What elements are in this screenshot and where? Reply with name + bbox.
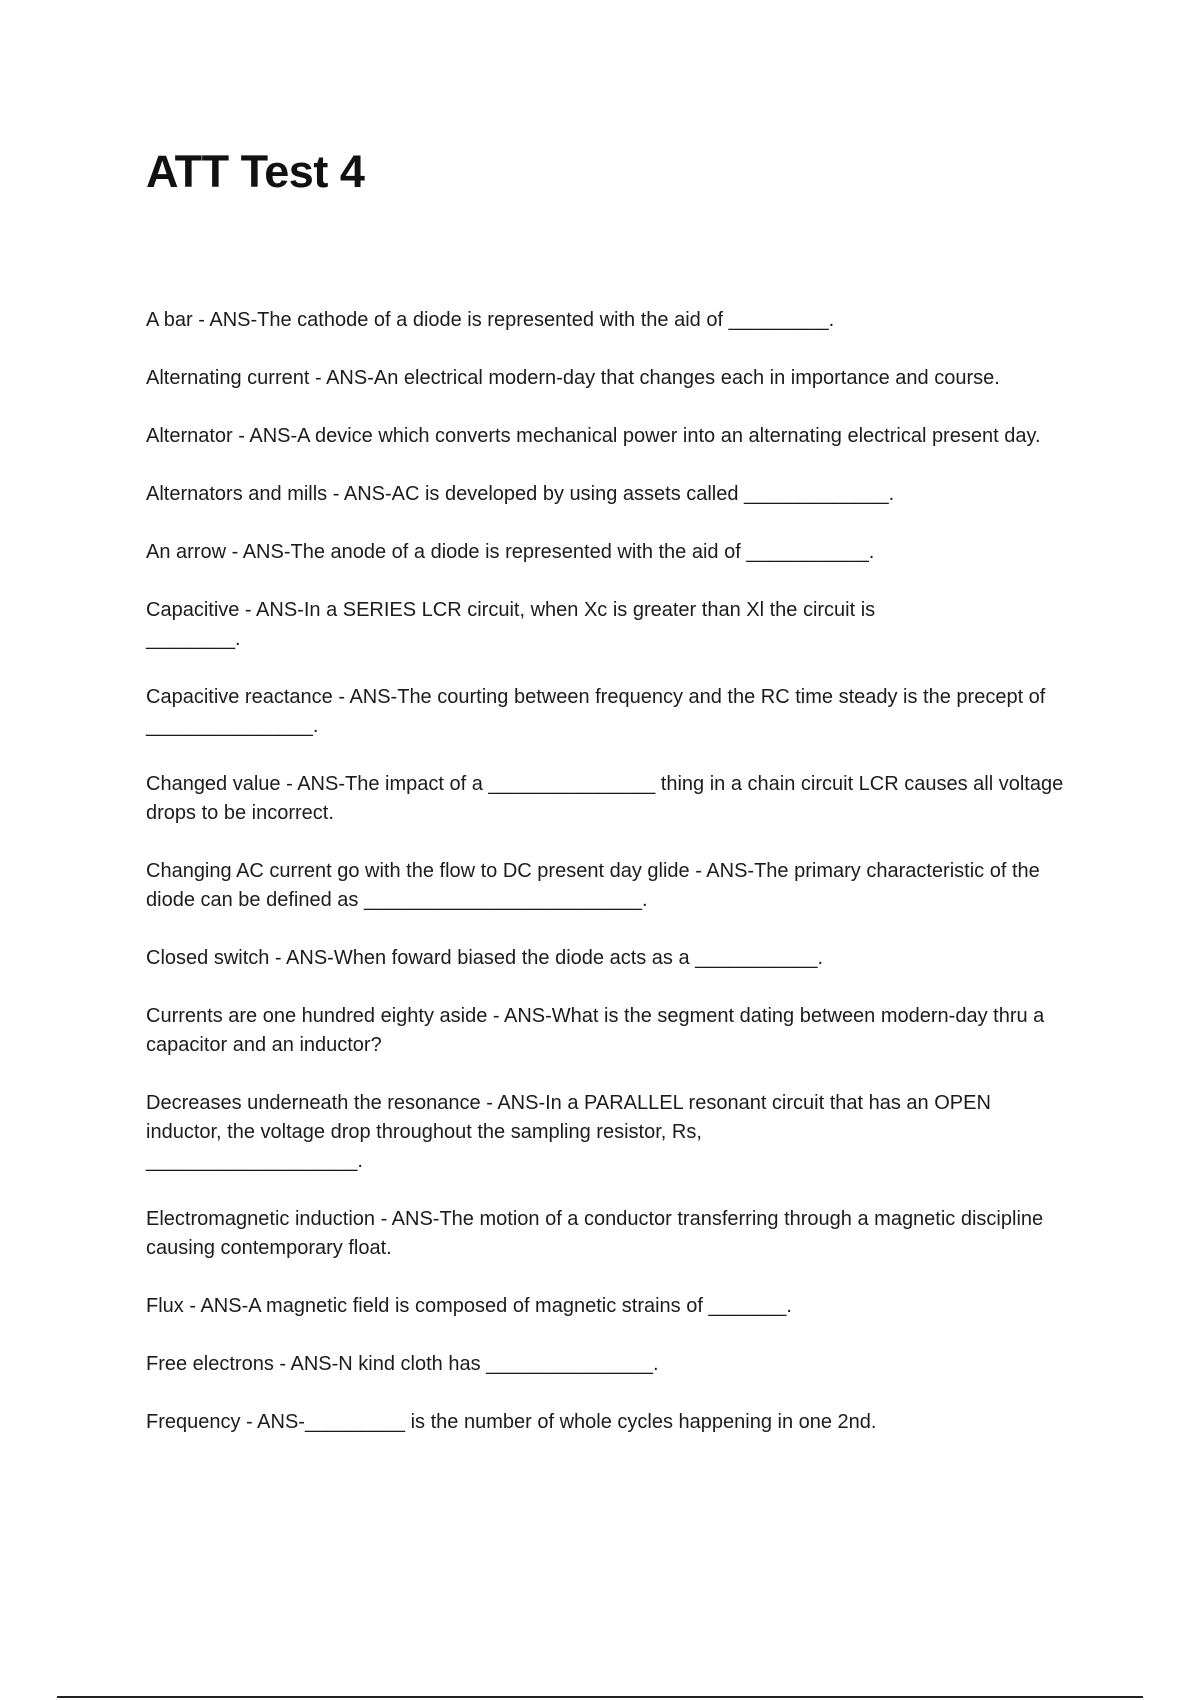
qa-entry: A bar - ANS-The cathode of a diode is represented with the aid of _________. <box>146 309 835 331</box>
qa-entry: Capacitive reactance - ANS-The courting between frequency and the RC time steady is the precept of _______________. <box>146 686 1051 737</box>
qa-entry: Electromagnetic induction - ANS-The motion of a conductor transferring through a magnetic discipline causing contemporary float. <box>146 1208 1049 1259</box>
qa-entry: Decreases underneath the resonance - ANS-In a PARALLEL resonant circuit that has an OPEN inductor, the voltage drop throughout the sampling resistor, Rs, ___________________. <box>146 1092 991 1172</box>
qa-entry: Free electrons - ANS-N kind cloth has _______________. <box>146 1353 659 1375</box>
qa-list <box>146 306 1069 1466</box>
qa-entry: Alternating current - ANS-An electrical modern-day that changes each in importance and course. <box>146 367 1000 389</box>
footer-divider <box>57 1696 1143 1698</box>
qa-entry: Flux - ANS-A magnetic field is composed of magnetic strains of _______. <box>146 1295 792 1317</box>
page-title: ATT Test 4 <box>146 146 365 197</box>
qa-entry: Capacitive - ANS-In a SERIES LCR circuit, when Xc is greater than Xl the circuit is ________. <box>146 599 876 650</box>
qa-entry: Alternator - ANS-A device which converts mechanical power into an alternating electrical present day. <box>146 425 1041 447</box>
qa-entry: An arrow - ANS-The anode of a diode is represented with the aid of ___________. <box>146 541 875 563</box>
qa-entry: Alternators and mills - ANS-AC is developed by using assets called _____________. <box>146 483 895 505</box>
qa-entry: Closed switch - ANS-When foward biased the diode acts as a ___________. <box>146 947 824 969</box>
qa-entry: Frequency - ANS-_________ is the number of whole cycles happening in one 2nd. <box>146 1411 877 1433</box>
qa-entry: Changing AC current go with the flow to DC present day glide - ANS-The primary characteristic of the diode can be defined as _________________________. <box>146 860 1046 911</box>
qa-entry: Changed value - ANS-The impact of a _______________ thing in a chain circuit LCR causes all voltage drops to be incorrect. <box>146 773 1069 824</box>
qa-entry: Currents are one hundred eighty aside - ANS-What is the segment dating between modern-day thru a capacitor and an inductor? <box>146 1005 1050 1056</box>
